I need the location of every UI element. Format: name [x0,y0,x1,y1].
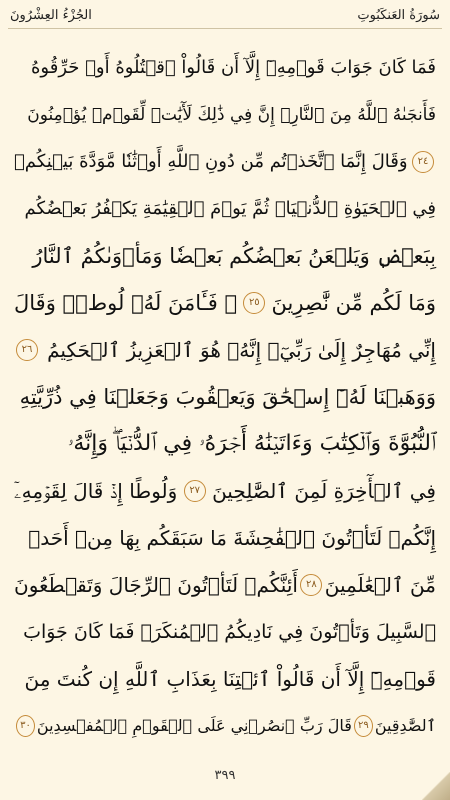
verse-text: وَمَا لَكُم مِّن نَّٰصِرِينَ [271,290,436,315]
text-line [14,561,436,608]
verse-text: إِنَّكُمۡ لَتَأۡتُونَ ٱلۡفَٰحِشَةَ مَا سَبَقَكُم بِهَا مِنۡ أَحَدٖ [28,525,436,550]
ayah-number-marker: ٢٥ [243,292,265,314]
verse-text: قَالَ رَبِّ ٱنصُرۡنِي عَلَى ٱلۡقَوۡمِ ٱلۡمُفۡسِدِينَ [36,716,352,735]
text-line [14,138,436,185]
text-line [14,91,436,138]
text-line [14,514,436,561]
verse-text: فِي ٱلۡأٓخِرَةِ لَمِنَ ٱلصَّٰلِحِينَ [212,478,436,503]
header-divider [8,28,442,29]
quran-text-block [14,44,436,749]
surah-name: سُورَةُ العَنكَبُوتِ [357,7,440,23]
text-line [14,326,436,373]
verse-text: أَئِنَّكُمۡ لَتَأۡتُونَ ٱلرِّجَالَ وَتَقۡطَعُونَ [14,572,298,597]
verse-text: ۞ فَـَٔامَنَ لَهُۥ لُوطٞۘ وَقَالَ [14,290,238,315]
verse-text: وَقَالَ إِنَّمَا ٱتَّخَذۡتُم مِّن دُونِ ٱللَّهِ أَوۡثَٰنٗا مَّوَدَّةَ بَيۡنِكُمۡ [14,151,408,172]
text-line [14,467,436,514]
verse-text: ٱلنُّبُوَّةَ وَٱلۡكِتَٰبَ وَءَاتَيۡنَٰهُ أَجۡرَهُۥ فِي ٱلدُّنۡيَاۖ وَإِنَّهُۥ [67,431,436,456]
ayah-number-marker: ٢٤ [412,151,434,173]
ayah-number-marker: ٢٨ [300,574,322,596]
text-line [14,44,436,91]
text-line [14,185,436,232]
verse-text: فَمَا كَانَ جَوَابَ قَوۡمِهِۦٓ إِلَّآ أَن قَالُواْ ٱقۡتُلُوهُ أَوۡ حَرِّقُوهُ [30,57,436,78]
page-number: ٣٩٩ [214,768,236,783]
text-line [14,420,436,467]
text-line [14,608,436,655]
verse-text: إِنِّي مُهَاجِرٌ إِلَىٰ رَبِّيٓۖ إِنَّهُۥ هُوَ ٱلۡعَزِيزُ ٱلۡحَكِيمُ [47,337,436,362]
verse-text: بِبَعۡضٖ وَيَلۡعَنُ بَعۡضُكُم بَعۡضٗا وَمَأۡوَىٰكُمُ ٱلنَّارُ [32,243,436,268]
ayah-number-marker: ٢٧ [184,480,206,502]
text-line [14,232,436,279]
verse-text: فَأَنجَىٰهُ ٱللَّهُ مِنَ ٱلنَّارِۚ إِنَّ فِي ذَٰلِكَ لَأٓيَٰتٖ لِّقَوۡمٖ يُؤۡمِنُونَ [27,104,436,125]
verse-text: قَوۡمِهِۦٓ إِلَّآ أَن قَالُواْ ٱئۡتِنَا بِعَذَابِ ٱللَّهِ إِن كُنتَ مِنَ [24,666,436,691]
page-curl-icon[interactable] [422,772,450,800]
ayah-number-marker: ٢٦ [16,339,38,361]
text-line [14,279,436,326]
text-line [14,702,436,749]
ayah-number-marker: ٢٩ [354,715,373,737]
verse-text: وَلُوطًا إِذۡ قَالَ لِقَوۡمِهِۦٓ [14,478,178,503]
verse-text: ٱلصَّٰدِقِينَ [374,716,436,735]
text-line [14,655,436,702]
verse-text: فِي ٱلۡحَيَوٰةِ ٱلدُّنۡيَاۖ ثُمَّ يَوۡمَ ٱلۡقِيَٰمَةِ يَكۡفُرُ بَعۡضُكُم [24,198,436,219]
juz-name: الجُزْءُ العِشْرُونَ [10,7,92,23]
page-header [0,0,450,30]
verse-text: مِّنَ ٱلۡعَٰلَمِينَ [324,572,436,597]
verse-text: وَوَهَبۡنَا لَهُۥٓ إِسۡحَٰقَ وَيَعۡقُوبَ وَجَعَلۡنَا فِي ذُرِّيَّتِهِ [19,384,436,409]
text-line [14,373,436,420]
ayah-number-marker: ٣٠ [16,715,35,737]
verse-text: ٱلسَّبِيلَ وَتَأۡتُونَ فِي نَادِيكُمُ ٱلۡمُنكَرَۖ فَمَا كَانَ جَوَابَ [23,620,436,643]
